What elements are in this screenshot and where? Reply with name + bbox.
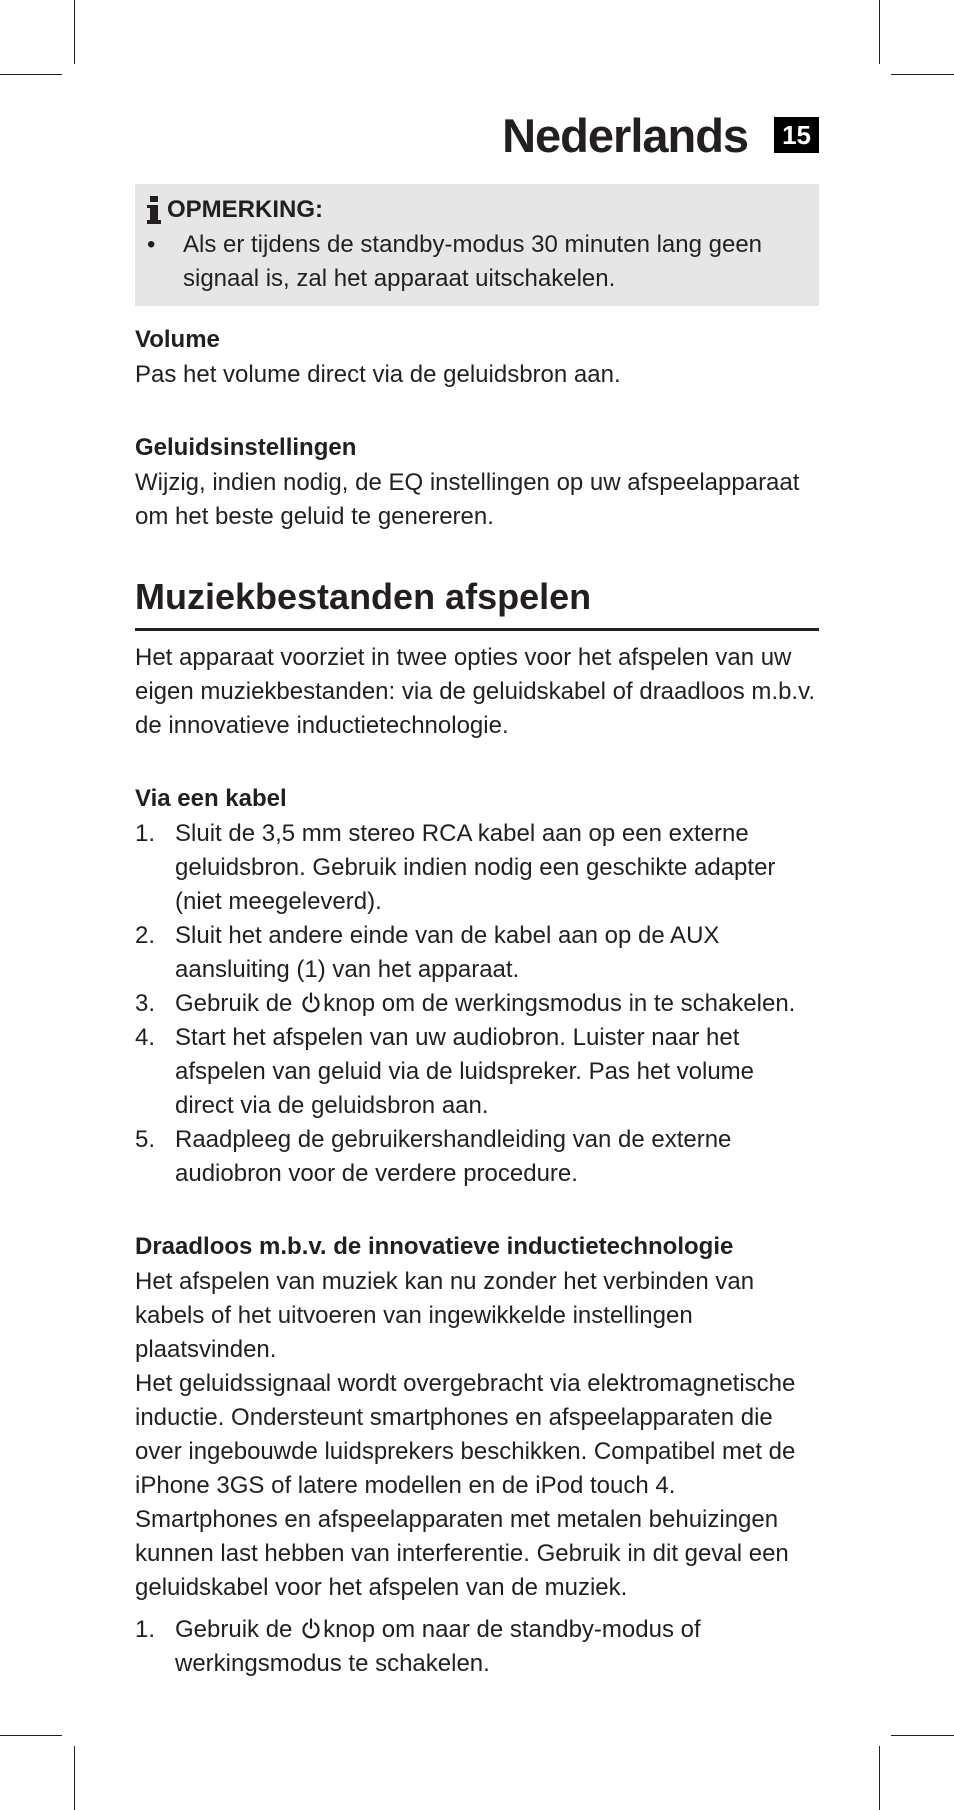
- bullet-icon: •: [147, 231, 156, 258]
- crop-mark: [891, 74, 954, 75]
- step-number: 1.: [135, 820, 156, 847]
- volume-text: Pas het volume direct via de geluidsbron aan.: [135, 361, 621, 388]
- step-number: 3.: [135, 990, 156, 1017]
- power-icon: [301, 992, 321, 1014]
- page-number: 15: [774, 117, 819, 153]
- crop-mark: [879, 0, 880, 64]
- sound-settings-text: Wijzig, indien nodig, de EQ instellingen op uw afspeelapparaat om het beste geluid te genereren.: [135, 469, 800, 530]
- sound-settings-heading: Geluidsinstellingen: [135, 434, 357, 461]
- step-text: Raadpleeg de gebruikershandleiding van de externe audiobron voor de verdere procedure.: [175, 1126, 732, 1187]
- step-text-before: Gebruik de: [175, 1616, 293, 1643]
- note-bullet: [147, 228, 807, 296]
- wireless-heading: Draadloos m.b.v. de innovatieve inductietechnologie: [135, 1233, 734, 1260]
- cable-steps: [135, 817, 819, 1191]
- list-item: [135, 1613, 819, 1681]
- crop-mark: [879, 1746, 880, 1810]
- list-item: [135, 1123, 819, 1191]
- step-number: 2.: [135, 922, 156, 949]
- list-item: [135, 919, 819, 987]
- step-number: 5.: [135, 1126, 156, 1153]
- crop-mark: [0, 74, 62, 75]
- page-header: [135, 100, 819, 170]
- wireless-paragraph-1: Het afspelen van muziek kan nu zonder het verbinden van kabels of het uitvoeren van ingewikkelde instellingen plaatsvinden.: [135, 1268, 755, 1363]
- step-text-after: knop om de werkingsmodus in te schakelen.: [323, 990, 796, 1017]
- note-header: [147, 192, 807, 228]
- wireless-paragraph-2: Het geluidssignaal wordt overgebracht via elektromagnetische inductie. Ondersteunt smartphones en afspeelapparaten die over ingebouwde luidsprekers beschikken. Compatibel met de iPhone 3GS of latere modellen en de iPod touch 4. Smartphones en afspeelapparaten met metalen behuizingen kunnen last hebben van interferentie. Gebruik in dit geval een geluidskabel voor het afspelen van de muziek.: [135, 1370, 796, 1601]
- note-bullet-text: Als er tijdens de standby-modus 30 minuten lang geen signaal is, zal het apparaat uitschakelen.: [183, 231, 763, 292]
- power-icon: [301, 1618, 321, 1640]
- step-text-after: knop om naar de standby-modus of werkingsmodus te schakelen.: [175, 1616, 701, 1677]
- crop-mark: [0, 1735, 62, 1736]
- step-number: 1.: [135, 1616, 156, 1643]
- list-item: [135, 1021, 819, 1123]
- step-text-before: Gebruik de: [175, 990, 293, 1017]
- list-item: [135, 987, 819, 1021]
- list-item: [135, 817, 819, 919]
- volume-heading: Volume: [135, 326, 220, 353]
- step-number: 4.: [135, 1024, 156, 1051]
- page-title: Nederlands: [502, 108, 749, 162]
- step-text: Start het afspelen van uw audiobron. Luister naar het afspelen van geluid via de luidspreker. Pas het volume direct via de geluidsbron aan.: [175, 1024, 755, 1119]
- info-icon: [147, 196, 161, 224]
- step-text: Sluit het andere einde van de kabel aan op de AUX aansluiting (1) van het apparaat.: [175, 922, 720, 983]
- crop-mark: [74, 0, 75, 64]
- note-title: OPMERKING:: [167, 196, 323, 223]
- step-text: Sluit de 3,5 mm stereo RCA kabel aan op een externe geluidsbron. Gebruik indien nodig een geschikte adapter (niet meegeleverd).: [175, 820, 776, 915]
- step-text: [175, 1613, 819, 1681]
- note-box: [135, 184, 819, 306]
- crop-mark: [891, 1735, 954, 1736]
- section-intro: Het apparaat voorziet in twee opties voor het afspelen van uw eigen muziekbestanden: via de geluidskabel of draadloos m.b.v. de innovatieve inductietechnologie.: [135, 644, 815, 739]
- page-content: [135, 100, 819, 1681]
- crop-mark: [74, 1746, 75, 1810]
- wireless-steps: [135, 1613, 819, 1681]
- section-title: Muziekbestanden afspelen: [135, 574, 819, 631]
- cable-heading: Via een kabel: [135, 785, 287, 812]
- step-text: [175, 987, 795, 1021]
